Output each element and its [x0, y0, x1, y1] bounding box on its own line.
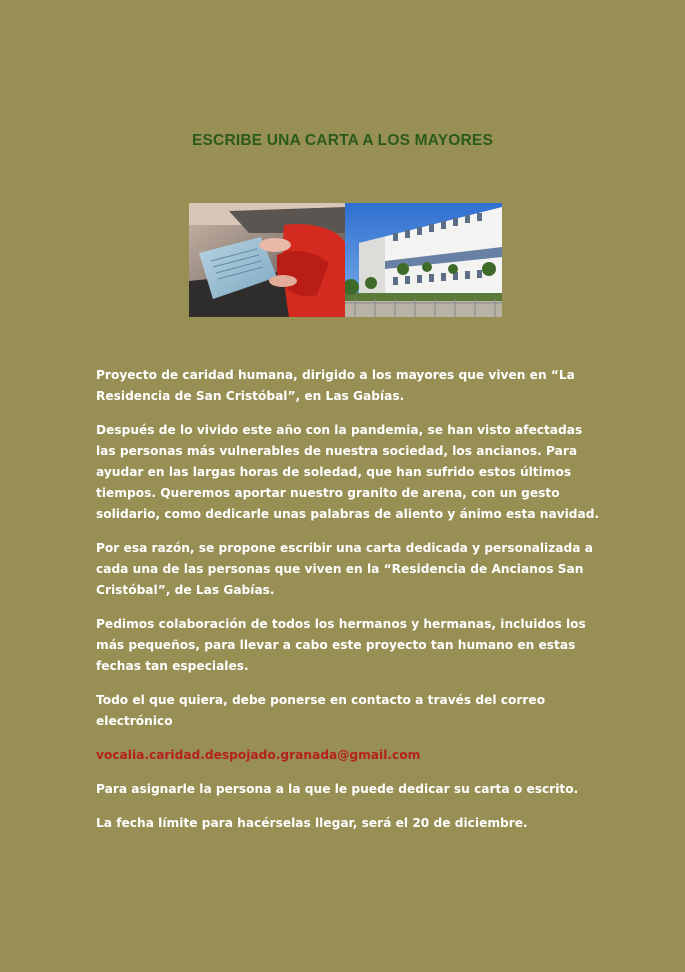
pandemic-paragraph: Después de lo vivido este año con la pandemia, se han visto afectadas las personas más vulnerables de nuestra sociedad, los ancianos. Para ayudar en las largas horas de soledad, que han sufrido estos últimos tiempos. Queremos aportar nuestro granito de arena, con un gesto solidario, como dedicarle unas palabras de aliento y ánimo esta navidad. — [96, 423, 600, 521]
contact-paragraph: Todo el que quiera, debe ponerse en contacto a través del correo electrónico — [96, 693, 546, 728]
page-title: ESCRIBE UNA CARTA A LOS MAYORES — [191, 132, 493, 149]
header-photos — [189, 203, 502, 317]
assignment-paragraph: Para asignarle la persona a la que le puede dedicar su carta o escrito. — [96, 782, 579, 796]
proposal-paragraph: Por esa razón, se propone escribir una carta dedicada y personalizada a cada una de las personas que viven en la “Residencia de Ancianos San Cristóbal”, de Las Gabías. — [96, 541, 593, 597]
contact-email-link[interactable]: vocalia.caridad.despojado.granada@gmail.com — [96, 748, 421, 762]
deadline-paragraph: La fecha límite para hacérselas llegar, será el 20 de diciembre. — [96, 816, 528, 830]
letter-photo — [189, 203, 345, 317]
building-photo — [345, 203, 502, 317]
collaboration-paragraph: Pedimos colaboración de todos los hermanos y hermanas, incluidos los más pequeños, para llevar a cabo este proyecto tan humano en estas fechas tan especiales. — [96, 617, 586, 673]
intro-paragraph: Proyecto de caridad humana, dirigido a los mayores que viven en “La Residencia de San Cristóbal”, en Las Gabías. — [96, 368, 575, 403]
body-text — [96, 365, 606, 847]
